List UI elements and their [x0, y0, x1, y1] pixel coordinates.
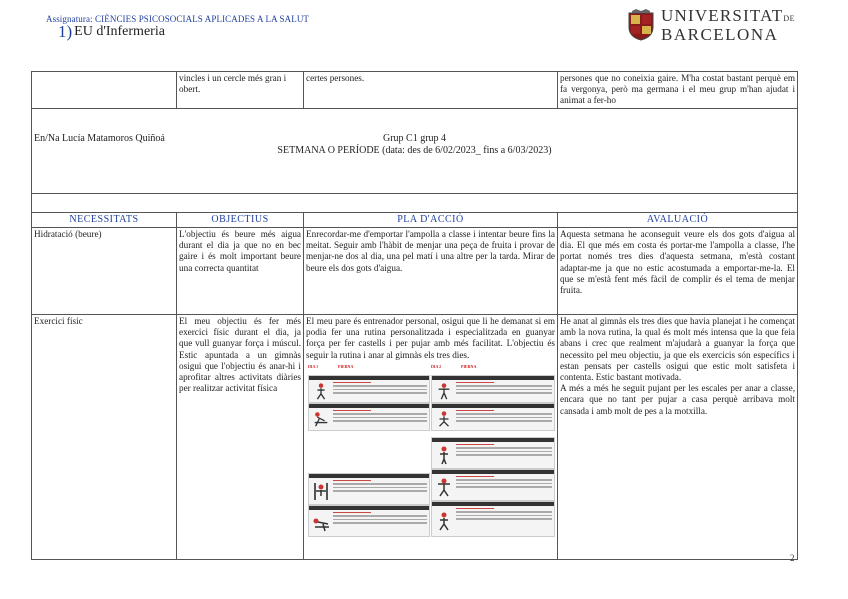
exercise-figure-icon	[311, 382, 331, 400]
university-logo	[627, 7, 795, 43]
cont-col4: persones que no coneixia gaire. M'ha costat bastant perquè em fa vergonya, però ma germana i el meu grup m'han ajudat i animat a fer-ho	[558, 72, 798, 109]
crest-icon	[627, 9, 655, 41]
exercise-figure-icon	[434, 476, 454, 498]
exercise-card	[308, 375, 430, 403]
subject-heading: Assignatura: CIÈNCIES PSICOSOCIALS APLICADES A LA SALUT	[46, 14, 310, 24]
table-row	[32, 314, 798, 559]
cont-col1	[32, 72, 177, 109]
week-period: SETMANA O PERÍODE (data: des de 6/02/2023_ fins a 6/03/2023)	[277, 144, 552, 156]
exercise-figure-icon	[311, 480, 331, 502]
header-evaluation: AVALUACIÓ	[558, 212, 798, 227]
continued-row	[32, 72, 798, 109]
workout-header: DIA 2	[431, 363, 442, 369]
eu-name: EU d'Infermeria	[74, 24, 165, 39]
exercise-card	[308, 505, 430, 537]
header-needs: NECESSITATS	[32, 212, 177, 227]
plan-cell: Enrecordar-me d'emportar l'ampolla a classe i intentar beure fins la meitat. Seguir amb l'hàbit de menjar una peça de fruita i provar de menjar-ne dos al dia, una pel matí i una altre per la tarda. Mirar de beure els dos gots d'aigua.	[304, 227, 558, 314]
exercise-figure-icon	[434, 382, 454, 400]
exercise-figure-icon	[311, 512, 331, 534]
eu-number: 1)	[58, 22, 73, 41]
evaluation-cell: He anat al gimnàs els tres dies que havia planejat i he començat amb la nova rutina, la qual és molt més intensa que la que feia abans i crec que realment m'ajudarà a guanyar la força que necessito pel meu objectiu, ja que els exercicis són específics i estan pensats per castells osigui que estic molt satisfeta i contenta. Estic bastant motivada. A més a més he seguit pujant per les escales per anar a classe, encara que no tant per pujar a casa perquè arribava molt cansada i amb molt de pes a la motxilla.	[558, 314, 798, 559]
cont-col2: vincles i un cercle més gran i obert.	[177, 72, 304, 109]
exercise-card	[431, 375, 555, 403]
exercise-card	[431, 403, 555, 431]
school-name	[58, 22, 165, 42]
group-label: Grup C1 grup 4	[382, 132, 447, 144]
exercise-card	[308, 403, 430, 431]
exercise-figure-icon	[434, 444, 454, 466]
objective-cell: El meu objectiu és fer més exercici físic durant el dia, ja que vull guanyar força i múscul. Estic apuntada a un gimnàs osigui que l'objectiu és anar-hi i aprofitar altres activitats diàries per realitzar activitat física	[177, 314, 304, 559]
column-headers	[32, 212, 798, 227]
spacer-row	[32, 193, 798, 212]
student-name: En/Na Lucía Matamoros Quiñoá	[34, 132, 165, 144]
cont-col3: certes persones.	[304, 72, 558, 109]
page-number: 2	[790, 553, 795, 563]
need-cell: Exercici físic	[32, 314, 177, 559]
info-row	[32, 108, 798, 193]
exercise-card	[431, 501, 555, 537]
exercise-card	[431, 469, 555, 501]
exercise-card	[308, 473, 430, 505]
plan-cell: El meu pare és entrenador personal, osigui que li he demanat si em podia fer una rutina personalitzada i especialitzada en guanyar força per fer castells i per pujar amb més facilitat. L'objectiu és seguir la rutina i anar al gimnàs els tres dies.	[306, 315, 555, 360]
care-plan-table	[31, 71, 798, 560]
objective-cell: L'objectiu és beure més aigua durant el dia ja que no en bec gaire i és molt important beure una correcta quantitat	[177, 227, 304, 314]
exercise-figure-icon	[434, 508, 454, 534]
logo-de: DE	[783, 14, 796, 23]
workout-header: PIERNA	[461, 363, 477, 369]
exercise-figure-icon	[311, 410, 331, 428]
logo-top: UNIVERSITAT	[661, 6, 784, 25]
table-row	[32, 227, 798, 314]
header-action-plan: PLA D'ACCIÓ	[304, 212, 558, 227]
need-cell: Hidratació (beure)	[32, 227, 177, 314]
workout-header: DIA 1	[308, 363, 319, 369]
workout-header: PIERNA	[338, 363, 354, 369]
exercise-figure-icon	[434, 410, 454, 428]
logo-bottom: BARCELONA	[661, 25, 779, 44]
header-objectives: OBJECTIUS	[177, 212, 304, 227]
evaluation-cell: Aquesta setmana he aconseguit veure els dos gots d'aigua al dia. El que més em costa és portar-me l'ampolla a classe, l'he portat només tres dies d'aquesta setmana, m'està costant adaptar-me ja que no estic acostumada a emportar-me-la. El que se m'està fent més fàcil de complir és el tema de menjar fruita.	[558, 227, 798, 314]
workout-routine-image	[306, 365, 555, 537]
exercise-card	[431, 437, 555, 469]
